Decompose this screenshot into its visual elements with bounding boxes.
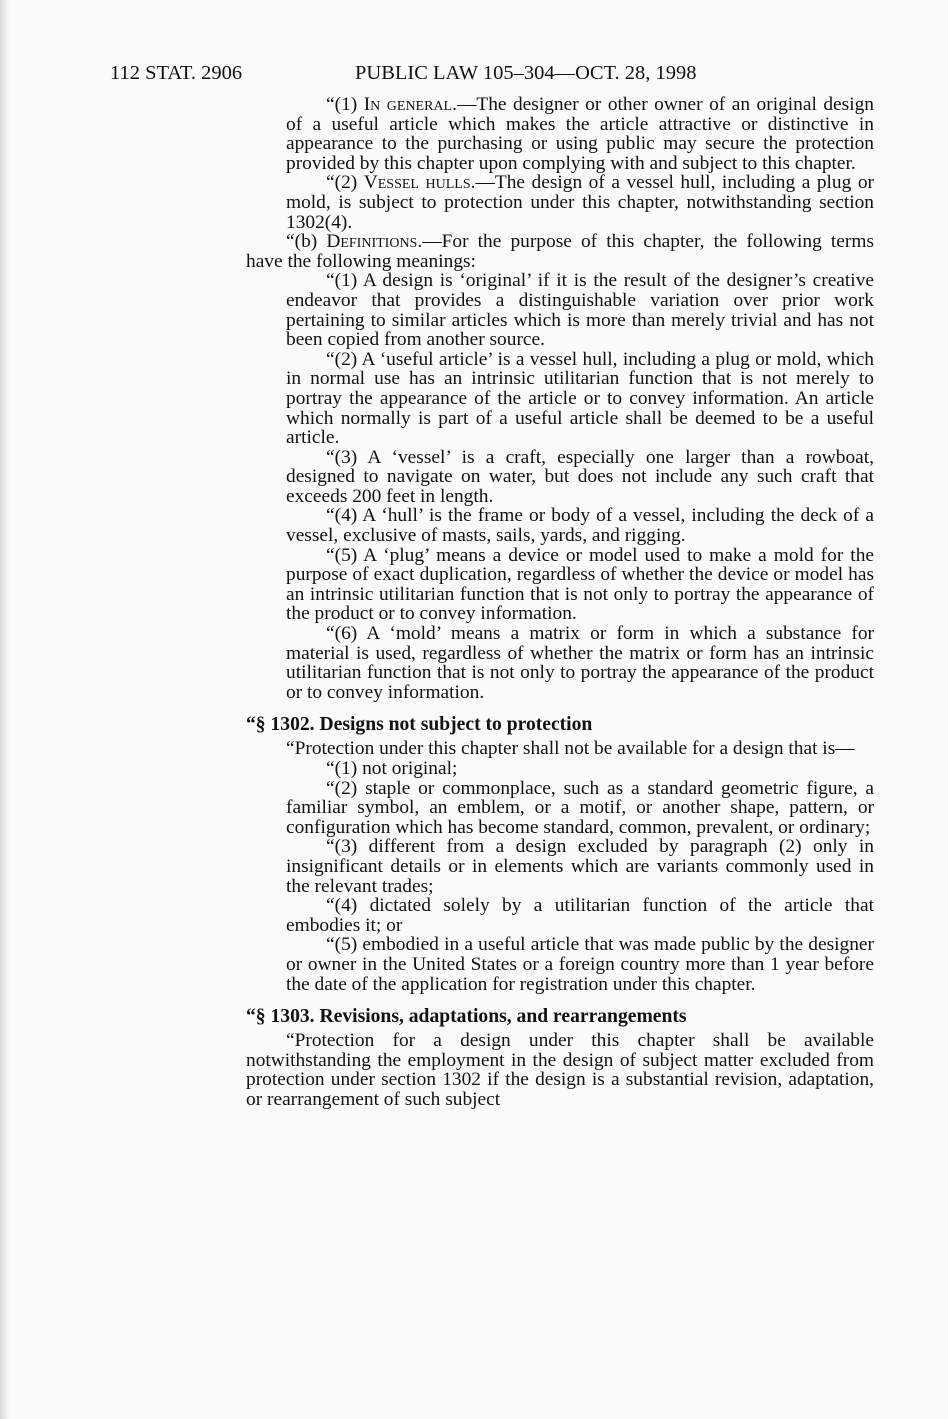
page-edge-shadow	[0, 0, 10, 1419]
page-body	[246, 95, 874, 1110]
definition-2: “(2) A ‘useful article’ is a vessel hull, including a plug or mold, which in normal use has an intrinsic utilitarian function that is not merely to portray the appearance of the article or to convey information. An article which normally is part of a useful article shall be deemed to be a useful article.	[286, 348, 874, 449]
public-law-date: PUBLIC LAW 105–304—OCT. 28, 1998	[355, 62, 697, 84]
section-1302-item-1: “(1) not original;	[326, 758, 458, 779]
definition-4: “(4) A ‘hull’ is the frame or body of a vessel, including the deck of a vessel, exclusive of masts, sails, yards, and rigging.	[286, 505, 874, 547]
section-1303-intro: “Protection for a design under this chapter shall be available notwithstanding the employment in the design of subject matter excluded from protection under section 1302 if the design is a substantial revision, adaptation, or rearrangement of such subject	[246, 1030, 874, 1110]
paragraph-b: “(b) Definitions.—For the purpose of this chapter, the following terms have the following meanings:	[246, 231, 874, 272]
paragraph-a1: “(1) In general.—The designer or other owner of an original design of a useful article which makes the article attractive or distinctive in appearance to the purchasing or using public may secure the protection provided by this chapter upon complying with and subject to this chapter.	[286, 94, 874, 174]
section-1302-heading: “§ 1302. Designs not subject to protection	[246, 714, 593, 736]
definition-6: “(6) A ‘mold’ means a matrix or form in which a substance for material is used, regardless of whether the matrix or form has an intrinsic utilitarian function that is not only to portray the appearance of the product or to convey information.	[286, 623, 874, 703]
definition-3: “(3) A ‘vessel’ is a craft, especially one larger than a rowboat, designed to navigate on water, but does not include any such craft that exceeds 200 feet in length.	[286, 446, 874, 507]
section-1302-item-3: “(3) different from a design excluded by paragraph (2) only in insignificant details or in elements which are variants commonly used in the relevant trades;	[286, 836, 874, 897]
paragraph-heading: In general.	[363, 94, 457, 115]
definition-1: “(1) A design is ‘original’ if it is the result of the designer’s creative endeavor that provides a distinguishable variation over prior work pertaining to similar articles which is more than merely trivial and has not been copied from another source.	[286, 270, 874, 351]
paragraph-heading: Vessel hulls.	[363, 172, 476, 194]
definition-5: “(5) A ‘plug’ means a device or model used to make a mold for the purpose of exact duplication, regardless of whether the device or model has an intrinsic utilitarian function that is not only to portray the appearance of the product or to convey information.	[286, 544, 874, 625]
section-1302-item-4: “(4) dictated solely by a utilitarian function of the article that embodies it; or	[286, 895, 874, 936]
section-1303-heading: “§ 1303. Revisions, adaptations, and rearrangements	[246, 1006, 687, 1028]
paragraph-heading: Definitions.	[326, 231, 423, 253]
statute-citation: 112 STAT. 2906	[110, 62, 243, 84]
paragraph-a2: “(2) Vessel hulls.—The design of a vessel hull, including a plug or mold, is subject to protection under this chapter, notwithstanding section 1302(4).	[286, 172, 874, 233]
section-1302-intro: “Protection under this chapter shall not be available for a design that is—	[286, 738, 855, 760]
section-1302-item-2: “(2) staple or commonplace, such as a standard geometric figure, a familiar symbol, an emblem, or a motif, or another shape, pattern, or configuration which has become standard, common, prevalent, or ordinary;	[286, 777, 874, 838]
running-header	[110, 58, 810, 88]
section-1302-item-5: “(5) embodied in a useful article that was made public by the designer or owner in the United States or a foreign country more than 1 year before the date of the application for registration under this chapter.	[286, 934, 874, 995]
